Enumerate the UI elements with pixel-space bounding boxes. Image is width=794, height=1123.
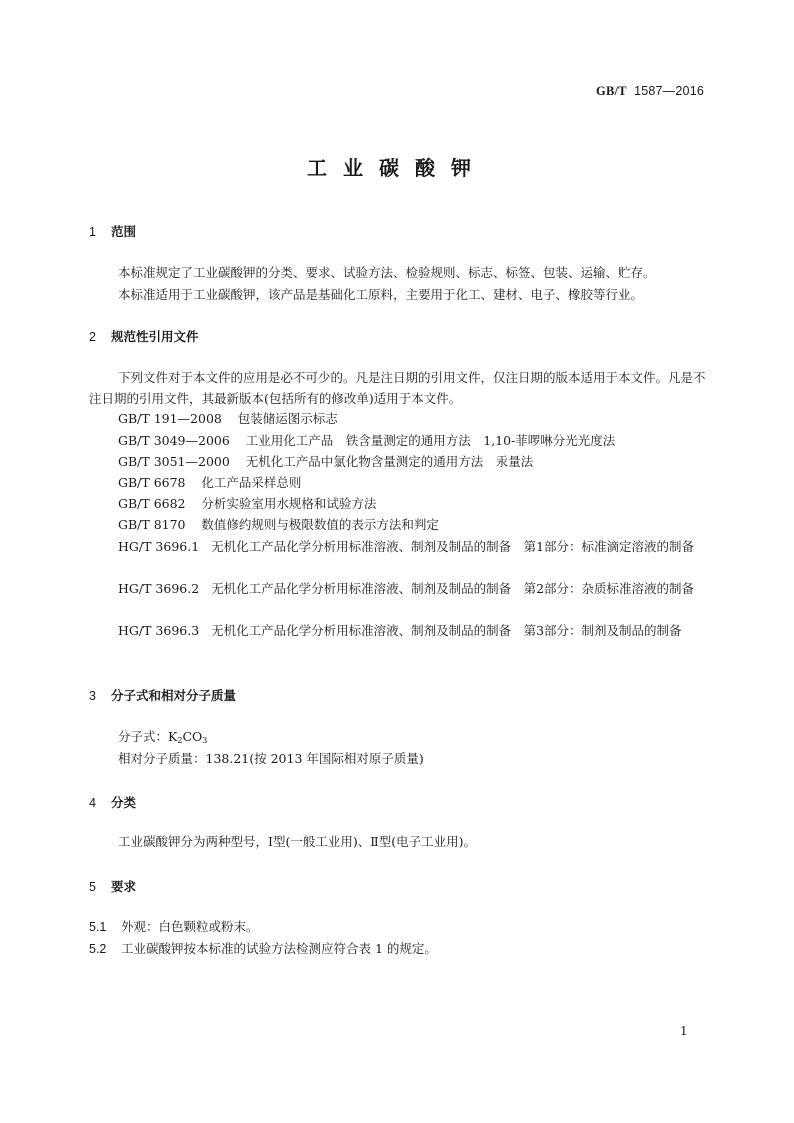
reference-item	[118, 473, 301, 491]
reference-title: 分析实验室用水规格和试验方法	[201, 496, 377, 511]
standard-number	[596, 84, 704, 99]
reference-code: HG/T 3696.1	[118, 539, 200, 554]
reference-item	[118, 431, 615, 449]
reference-item	[89, 620, 706, 641]
reference-code: HG/T 3696.3	[118, 623, 200, 638]
formula-subscript: 3	[202, 736, 208, 745]
formula-label: 分子式：	[118, 729, 169, 744]
clause-number: 5.2	[89, 942, 107, 956]
section-title: 分子式和相对分子质量	[111, 688, 237, 703]
reference-title: 工业用化工产品 铁含量测定的通用方法 1,10-菲啰啉分光光度法	[245, 433, 616, 448]
section-title: 规范性引用文件	[111, 329, 199, 344]
section-number: 2	[89, 330, 96, 344]
reference-title: 无机化工产品化学分析用标准溶液、制剂及制品的制备 第2部分：杂质标准溶液的制备	[211, 581, 695, 596]
clause-5-1	[89, 917, 259, 935]
reference-title: 包装储运图示标志	[237, 411, 338, 426]
section-number: 4	[89, 796, 96, 810]
reference-title: 无机化工产品化学分析用标准溶液、制剂及制品的制备 第1部分：标准滴定溶液的制备	[211, 539, 695, 554]
section-4-heading	[89, 793, 136, 811]
reference-code: GB/T 3051—2000	[118, 454, 230, 469]
reference-code: GB/T 6678	[118, 475, 186, 490]
clause-5-2	[89, 939, 437, 957]
formula-element: CO	[182, 729, 203, 744]
relative-molecular-mass: 相对分子质量：138.21(按 2013 年国际相对原子质量)	[118, 751, 424, 766]
section-number: 1	[89, 225, 96, 239]
section-4-paragraph: 工业碳酸钾分为两种型号，Ⅰ型(一般工业用)、Ⅱ型(电子工业用)。	[118, 834, 476, 849]
section-title: 要求	[111, 879, 137, 894]
reference-code: GB/T 191—2008	[118, 411, 222, 426]
reference-item	[118, 409, 338, 427]
section-5-heading	[89, 877, 136, 895]
section-title: 分类	[111, 795, 137, 810]
reference-code: HG/T 3696.2	[118, 581, 200, 596]
section-number: 3	[89, 689, 96, 703]
standard-prefix: GB/T	[596, 84, 627, 98]
section-number: 5	[89, 880, 96, 894]
section-1-heading	[89, 222, 136, 240]
section-1-paragraph-2: 本标准适用于工业碳酸钾，该产品是基础化工原料，主要用于化工、建材、电子、橡胶等行业。	[118, 287, 644, 302]
molecular-formula	[118, 727, 207, 745]
clause-text: 工业碳酸钾按本标准的试验方法检测应符合表 1 的规定。	[121, 941, 437, 956]
page-number: 1	[680, 1024, 688, 1038]
reference-code: GB/T 8170	[118, 517, 186, 532]
section-3-heading	[89, 686, 236, 704]
reference-title: 化工产品采样总则	[201, 475, 302, 490]
reference-item	[118, 515, 439, 533]
reference-code: GB/T 3049—2006	[118, 433, 230, 448]
reference-item	[89, 578, 706, 599]
reference-title: 数值修约规则与极限数值的表示方法和判定	[201, 517, 439, 532]
reference-item	[118, 494, 376, 512]
reference-item	[118, 452, 533, 470]
formula-subscript: 2	[177, 736, 183, 745]
reference-item	[89, 536, 706, 557]
section-title: 范围	[111, 224, 137, 239]
reference-title: 无机化工产品中氯化物含量测定的通用方法 汞量法	[245, 454, 534, 469]
section-2-intro: 下列文件对于本文件的应用是必不可少的。凡是注日期的引用文件，仅注日期的版本适用于本文件。凡是不注日期的引用文件，其最新版本(包括所有的修改单)适用于本文件。	[89, 370, 706, 406]
section-1-paragraph-1: 本标准规定了工业碳酸钾的分类、要求、试验方法、检验规则、标志、标签、包装、运输、贮存。	[118, 265, 656, 280]
clause-number: 5.1	[89, 920, 107, 934]
standard-code: 1587—2016	[634, 84, 704, 98]
section-2-heading	[89, 327, 199, 345]
document-title: 工业碳酸钾	[307, 156, 487, 180]
formula-element: K	[168, 729, 178, 744]
clause-text: 外观：白色颗粒或粉末。	[121, 919, 259, 934]
reference-title: 无机化工产品化学分析用标准溶液、制剂及制品的制备 第3部分：制剂及制品的制备	[211, 623, 682, 638]
reference-code: GB/T 6682	[118, 496, 186, 511]
